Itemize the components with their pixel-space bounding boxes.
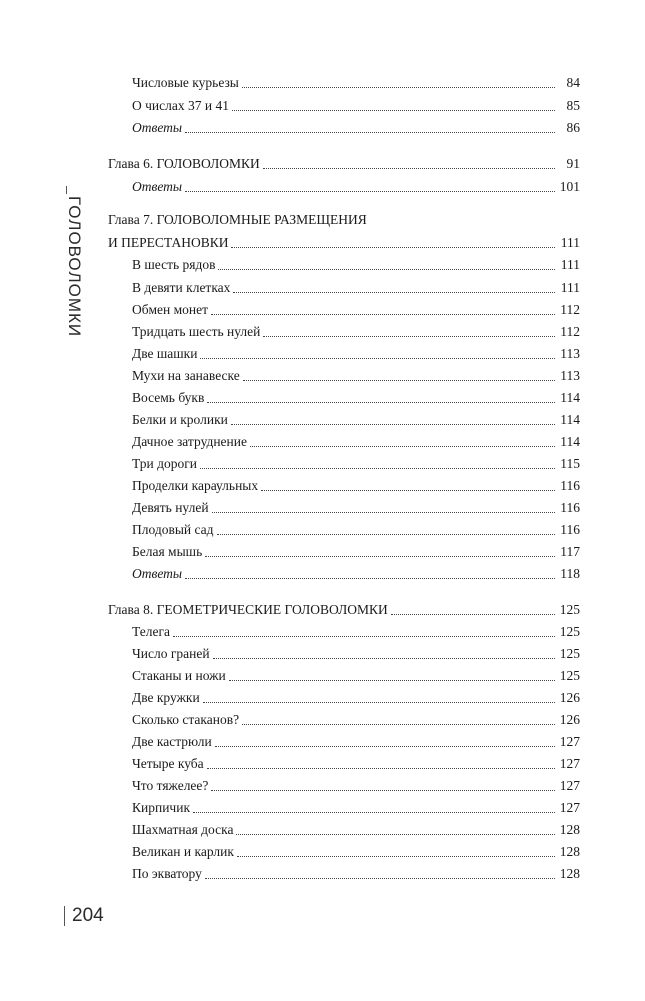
toc-entry[interactable]: Мухи на занавеске 113: [132, 368, 580, 383]
toc-entry[interactable]: Плодовый сад 116: [132, 522, 580, 537]
running-title: ГОЛОВОЛОМКИ: [65, 196, 84, 338]
toc-entry[interactable]: В девяти клетках 111: [132, 280, 580, 295]
toc-entry[interactable]: По экватору 128: [132, 866, 580, 881]
toc-entry[interactable]: Стаканы и ножи 125: [132, 668, 580, 683]
toc-entry[interactable]: Три дороги 115: [132, 456, 580, 471]
toc-entry[interactable]: Две кружки 126: [132, 690, 580, 705]
toc-entry[interactable]: Сколько стаканов? 126: [132, 712, 580, 727]
toc-entry[interactable]: О числах 37 и 41 85: [132, 98, 580, 113]
toc-entry[interactable]: Проделки караульных 116: [132, 478, 580, 493]
toc-entry[interactable]: Белая мышь 117: [132, 544, 580, 559]
toc-chapter[interactable]: И ПЕРЕСТАНОВКИ 111: [108, 235, 580, 250]
toc-entry[interactable]: В шесть рядов 111: [132, 257, 580, 272]
toc-entry-answers[interactable]: Ответы 101: [132, 179, 580, 194]
toc-entry[interactable]: Две кастрюли 127: [132, 734, 580, 749]
toc-entry-answers[interactable]: Ответы 86: [132, 120, 580, 135]
toc-entry[interactable]: Число граней 125: [132, 646, 580, 661]
toc-entry[interactable]: Обмен монет 112: [132, 302, 580, 317]
toc-entry[interactable]: Тридцать шесть нулей 112: [132, 324, 580, 339]
toc-entry[interactable]: Белки и кролики 114: [132, 412, 580, 427]
toc-entry[interactable]: Девять нулей 116: [132, 500, 580, 515]
toc-entry-answers[interactable]: Ответы 118: [132, 566, 580, 581]
toc-entry[interactable]: Кирпичик 127: [132, 800, 580, 815]
toc-entry[interactable]: Великан и карлик 128: [132, 844, 580, 859]
toc-chapter[interactable]: Глава 6. ГОЛОВОЛОМКИ 91: [108, 156, 580, 171]
side-rule: [66, 186, 67, 194]
toc-entry[interactable]: Дачное затруднение 114: [132, 434, 580, 449]
toc-entry[interactable]: Телега 125: [132, 624, 580, 639]
toc-chapter[interactable]: Глава 8. ГЕОМЕТРИЧЕСКИЕ ГОЛОВОЛОМКИ 125: [108, 602, 580, 617]
toc-chapter-line1[interactable]: Глава 7. ГОЛОВОЛОМНЫЕ РАЗМЕЩЕНИЯ: [108, 212, 367, 227]
toc-entry[interactable]: Две шашки 113: [132, 346, 580, 361]
toc-entry[interactable]: Восемь букв 114: [132, 390, 580, 405]
page-number: 204: [64, 906, 104, 926]
toc-entry[interactable]: Шахматная доска 128: [132, 822, 580, 837]
toc-entry[interactable]: Числовые курьезы 84: [132, 75, 580, 90]
toc-entry[interactable]: Что тяжелее? 127: [132, 778, 580, 793]
toc-entry[interactable]: Четыре куба 127: [132, 756, 580, 771]
